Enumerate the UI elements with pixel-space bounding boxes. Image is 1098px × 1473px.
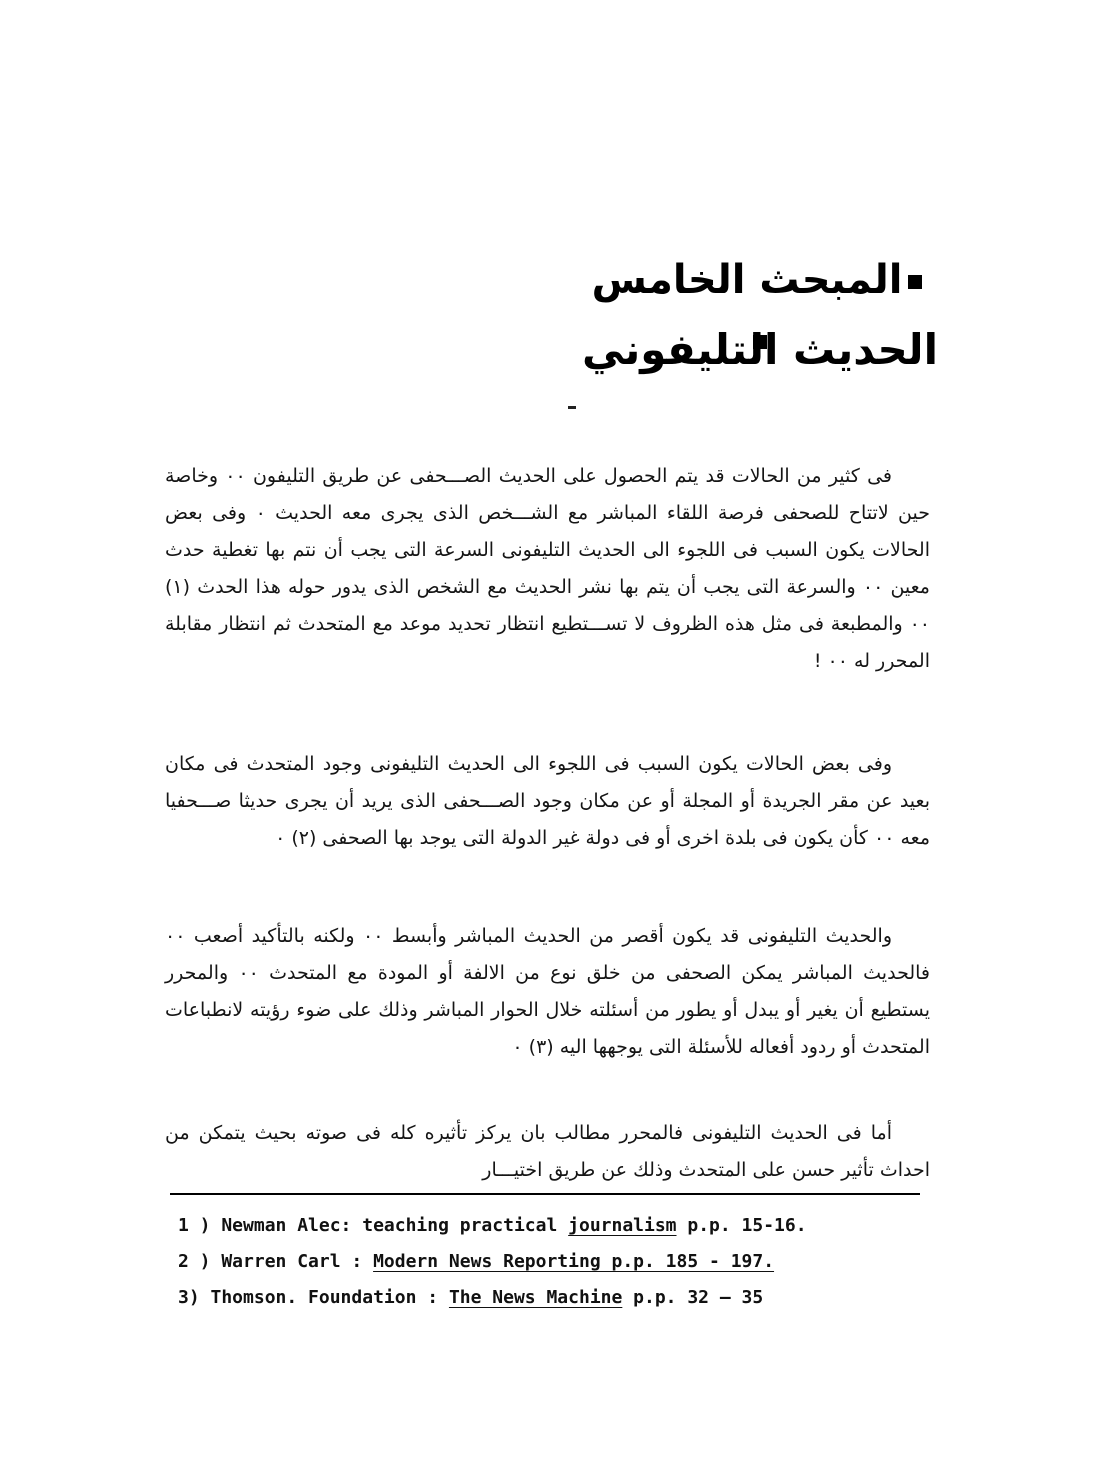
paragraph-text: فى كثير من الحالات قد يتم الحصول على الحديث الصـــحفى عن طريق التليفون ٠٠ وخاصة حين لاتتاح للصحفى فرصة اللقاء المباشر مع الشـــخص الذى يجرى معه الحديث ٠ وفى بعض الحالات يكون السبب فى اللجوء الى الحديث التليفونى السرعة التى يجب أن نتم بها تغطية حدث معين ٠٠ والسرعة التى يجب أن يتم بها نشر الحديث مع الشخص الذى يدور حوله هذا الحدث (١) ٠٠ والمطبعة فى مثل هذه الظروف لا تســـتطيع انتظار تحديد موعد مع المتحدث ثم انتظار مقابلة المحرر له ٠٠ ! [165, 465, 930, 672]
footnote-prefix: 3) Thomson. Foundation : [178, 1287, 449, 1308]
footnote-2 [178, 1244, 928, 1280]
footnote-title: Modern News Reporting p.p. 185 - 197. [373, 1251, 775, 1272]
footnote-prefix: 2 ) Warren Carl : [178, 1251, 374, 1272]
footnote-prefix: 1 ) Newman Alec: teaching practical [178, 1215, 569, 1236]
paragraph-text: والحديث التليفونى قد يكون أقصر من الحديث المباشر وأبسط ٠٠ ولكنه بالتأكيد أصعب ٠٠ فالحديث المباشر يمكن الصحفى من خلق نوع من الالفة أو المودة مع المتحدث ٠٠ والمحرر يستطيع أن يغير أو يبدل أو يطور من أسئلته خلال الحوار المباشر وذلك على ضوء رؤيته لانطباعات المتحدث أو ردود أفعاله للأسئلة التى يوجهها اليه (٣) ٠ [165, 925, 930, 1058]
footnote-suffix: p.p. 32 — 35 [622, 1287, 764, 1308]
paragraph-2 [165, 746, 930, 857]
footnote-suffix: p.p. 15-16. [676, 1215, 807, 1236]
paragraph-1 [165, 458, 930, 680]
footnote-title: The News Machine [448, 1287, 623, 1308]
paragraph-4 [165, 1115, 930, 1189]
footnotes [178, 1208, 928, 1316]
footnote-separator [170, 1193, 920, 1195]
square-bullet-icon [908, 275, 922, 289]
paragraph-text: أما فى الحديث التليفونى فالمحرر مطالب بان يركز تأثيره كله فى صوته بحيث يتمكن من احداث تأثير حسن على المتحدث وذلك عن طريق اختيـــار [165, 1122, 930, 1181]
paragraph-3 [165, 918, 930, 1066]
paragraph-text: وفى بعض الحالات يكون السبب فى اللجوء الى الحديث التليفونى وجود المتحدث فى مكان بعيد عن مقر الجريدة أو المجلة أو عن مكان وجود الصـــحفى الذى يريد أن يجرى حديثا صـــحفيا معه ٠٠ كأن يكون فى بلدة اخرى أو فى دولة غير الدولة التى يوجد بها الصحفى (٢) ٠ [165, 753, 930, 849]
divider-dash [568, 406, 576, 409]
footnote-title: journalism [568, 1215, 677, 1236]
section-heading-text: المبحث الخامس [591, 257, 903, 303]
footnote-3 [178, 1280, 928, 1316]
chapter-title: الحديث التليفوني [582, 325, 938, 374]
footnote-1 [178, 1208, 928, 1244]
